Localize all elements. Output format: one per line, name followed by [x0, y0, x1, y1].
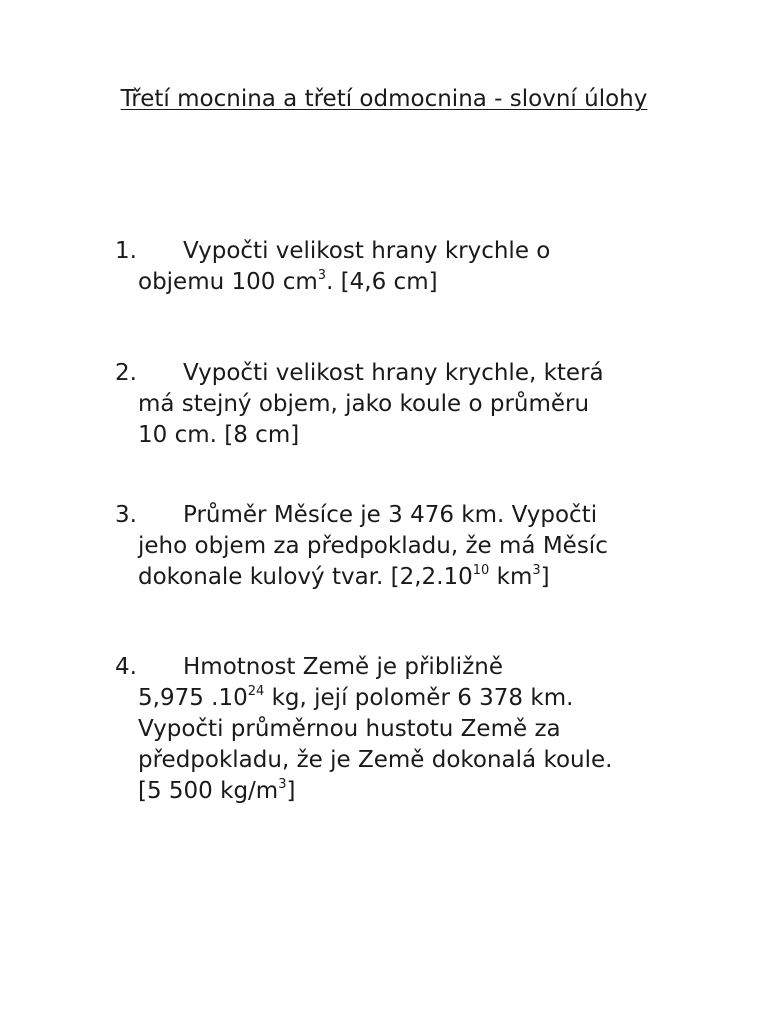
list-item — [115, 652, 715, 807]
item-text: ] — [540, 564, 550, 590]
item-line — [115, 562, 715, 593]
item-number: 4. — [115, 654, 137, 680]
item-line — [115, 776, 715, 807]
item-line — [115, 267, 715, 298]
item-text: ] — [286, 778, 296, 804]
item-text: 5,975 .10 — [138, 685, 248, 711]
item-text: Hmotnost Země je přibližně — [183, 654, 504, 680]
item-text: dokonale kulový tvar. [2,2.10 — [138, 564, 473, 590]
item-text: Průměr Měsíce je 3 476 km. Vypočti — [183, 502, 598, 528]
item-text: [5 500 kg/m — [138, 778, 279, 804]
item-first-line — [115, 652, 715, 683]
item-number: 2. — [115, 360, 137, 386]
item-text: 10 cm. [8 cm] — [138, 422, 300, 448]
list-item — [115, 358, 715, 451]
superscript: 3 — [532, 563, 541, 579]
item-text: předpokladu, že je Země dokonalá koule. — [138, 747, 613, 773]
item-line — [115, 683, 715, 714]
item-text: objemu 100 cm — [138, 269, 318, 295]
item-text: Vypočti velikost hrany krychle o — [183, 238, 551, 264]
page-title: Třetí mocnina a třetí odmocnina - slovní úlohy — [120, 86, 648, 112]
superscript: 10 — [472, 563, 490, 579]
item-first-line — [115, 236, 715, 267]
item-number: 1. — [115, 238, 137, 264]
list-item — [115, 236, 715, 298]
item-text: . [4,6 cm] — [326, 269, 438, 295]
item-number: 3. — [115, 502, 137, 528]
list-item — [115, 500, 715, 593]
item-text: Vypočti průměrnou hustotu Země za — [138, 716, 561, 742]
item-text: kg, její poloměr 6 378 km. — [264, 685, 574, 711]
item-first-line — [115, 500, 715, 531]
superscript: 3 — [317, 268, 327, 284]
item-text: Vypočti velikost hrany krychle, která — [183, 360, 604, 386]
item-text: má stejný objem, jako koule o průměru — [138, 391, 590, 417]
superscript: 24 — [247, 684, 265, 700]
item-text: jeho objem za předpokladu, že má Měsíc — [138, 533, 608, 559]
item-first-line — [115, 358, 715, 389]
item-text: km — [489, 564, 533, 590]
superscript: 3 — [278, 777, 287, 793]
